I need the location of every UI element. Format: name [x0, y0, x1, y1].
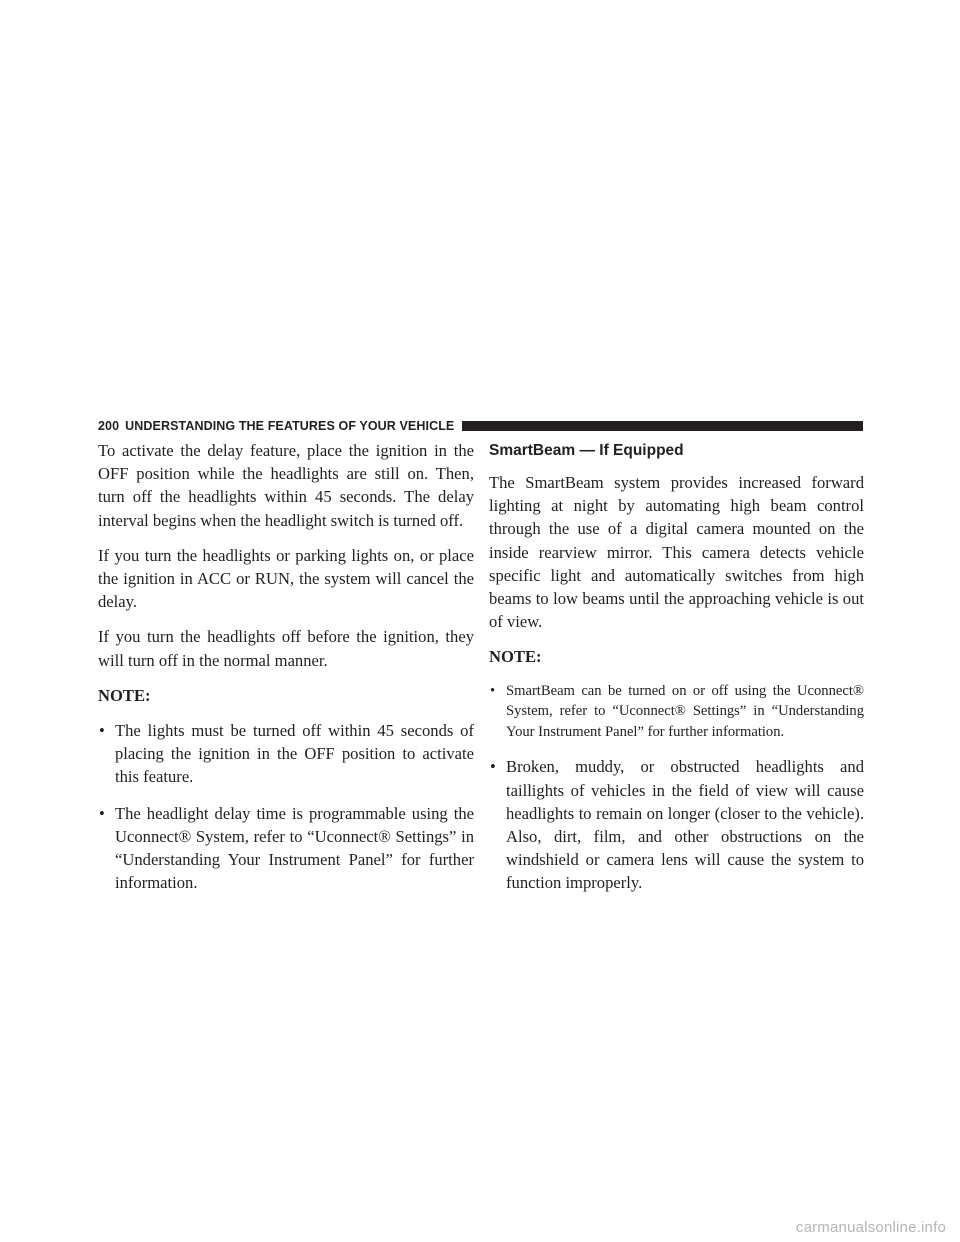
note-label: NOTE:	[98, 685, 151, 705]
watermark: carmanualsonline.info	[795, 1219, 946, 1236]
section-title: SmartBeam — If Equipped	[489, 442, 684, 459]
note-list	[98, 719, 474, 894]
list-item-text: The lights must be turned off within 45 seconds of placing the ignition in the OFF position to activate this feature.	[115, 721, 474, 787]
list-item-text: The headlight delay time is programmable using the Uconnect® System, refer to “Uconnect® Settings” in “Understanding Your Instrument Panel” for further information.	[115, 803, 474, 893]
note-list	[489, 681, 864, 895]
list-item-text: Broken, muddy, or obstructed headlights and taillights of vehicles in the field of view will cause headlights to remain on longer (closer to the vehicle). Also, dirt, film, and other obstructions on the windshield or camera lens will cause the system to function improperly.	[506, 757, 864, 893]
list-item	[489, 755, 864, 894]
header-title: UNDERSTANDING THE FEATURES OF YOUR VEHICLE	[125, 419, 455, 433]
header-text	[98, 419, 454, 433]
note-label: NOTE:	[489, 647, 542, 667]
page-header	[98, 419, 863, 433]
paragraph-normal-off: If you turn the headlights off before the ignition, they will turn off in the normal manner.	[98, 627, 474, 670]
list-item-text: SmartBeam can be turned on or off using the Uconnect® System, refer to “Uconnect® Settings” in “Understanding Your Instrument Panel” for further information.	[506, 682, 864, 740]
bullet-icon: •	[99, 803, 105, 823]
paragraph-delay-cancel: If you turn the headlights or parking lights on, or place the ignition in ACC or RUN, the system will cancel the delay.	[98, 545, 474, 612]
header-rule	[462, 421, 863, 431]
left-column	[98, 439, 474, 907]
paragraph-delay-activate: To activate the delay feature, place the ignition in the OFF position while the headlights are still on. Then, turn off the headlights within 45 seconds. The delay interval begins when the headlight switch is turned off.	[98, 441, 474, 530]
paragraph-smartbeam: The SmartBeam system provides increased forward lighting at night by automating high beam control through the use of a digital camera mounted on the inside rearview mirror. This camera detects vehicle specific light and automatically switches from high beams to low beams until the approaching vehicle is out of view.	[489, 473, 864, 632]
bullet-icon: •	[99, 721, 105, 741]
bullet-icon: •	[490, 757, 496, 777]
list-item	[489, 681, 864, 743]
list-item	[98, 802, 474, 895]
list-item	[98, 719, 474, 789]
right-column	[489, 439, 864, 908]
page-number: 200	[98, 419, 120, 433]
bullet-icon: •	[490, 682, 496, 699]
